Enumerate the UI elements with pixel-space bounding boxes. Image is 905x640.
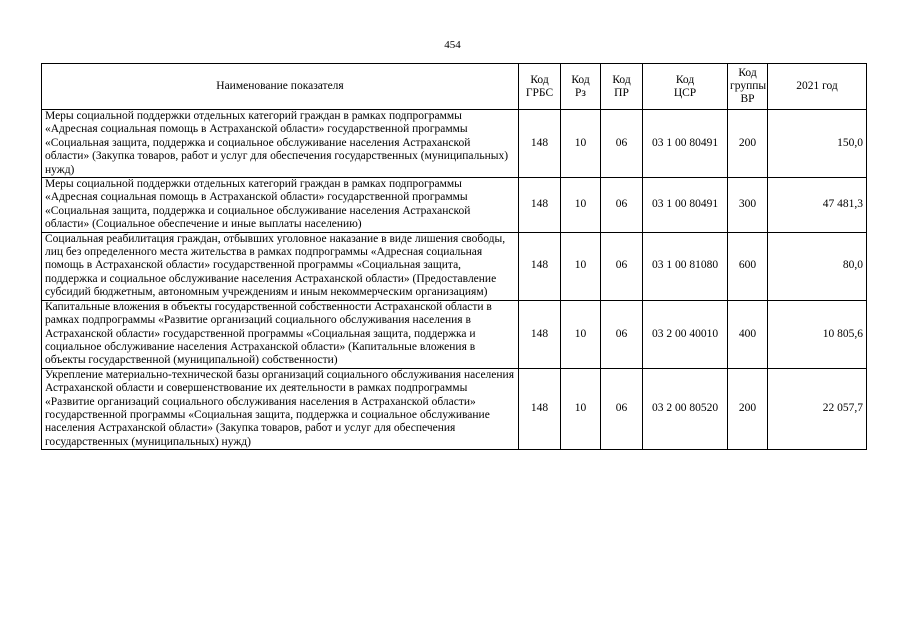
header-rz: Код Рз <box>561 64 601 110</box>
row-csr: 03 1 00 80491 <box>643 110 728 178</box>
row-pr: 06 <box>601 178 643 233</box>
row-rz: 10 <box>561 110 601 178</box>
row-vr: 600 <box>728 232 768 300</box>
table-row <box>42 110 867 178</box>
row-rz: 10 <box>561 178 601 233</box>
budget-table <box>41 63 867 450</box>
row-grbs: 148 <box>519 300 561 368</box>
row-csr: 03 1 00 81080 <box>643 232 728 300</box>
row-amount: 47 481,3 <box>768 178 867 233</box>
row-grbs: 148 <box>519 232 561 300</box>
page-number: 454 <box>444 39 461 51</box>
row-csr: 03 1 00 80491 <box>643 178 728 233</box>
header-year: 2021 год <box>768 64 867 110</box>
row-amount: 80,0 <box>768 232 867 300</box>
table-row <box>42 300 867 368</box>
row-rz: 10 <box>561 300 601 368</box>
row-name: Укрепление материально-технической базы организаций социального обслуживания населения Астраханской области и совершенствование их деятельности в рамках подпрограммы «Развитие организаций социального обслуживания населения в Астраханской области» государственной программы «Социальная защита, поддержка и социальное обслуживание населения Астраханской области» (Закупка товаров, работ и услуг для обеспечения государственных (муниципальных) нужд) <box>42 368 519 449</box>
row-pr: 06 <box>601 110 643 178</box>
header-vr: Код группы ВР <box>728 64 768 110</box>
table-row <box>42 368 867 449</box>
table-row <box>42 232 867 300</box>
header-grbs: Код ГРБС <box>519 64 561 110</box>
header-name: Наименование показателя <box>42 64 519 110</box>
row-grbs: 148 <box>519 178 561 233</box>
row-vr: 200 <box>728 110 768 178</box>
header-csr: Код ЦСР <box>643 64 728 110</box>
row-rz: 10 <box>561 232 601 300</box>
row-name: Социальная реабилитация граждан, отбывших уголовное наказание в виде лишения свободы, лиц без определенного места жительства в рамках подпрограммы «Адресная социальная помощь в Астраханской области» государственной программы «Социальная защита, поддержка и социальное обслуживание населения Астраханской области» (Предоставление субсидий бюджетным, автономным учреждениям и иным некоммерческим организациям) <box>42 232 519 300</box>
row-amount: 22 057,7 <box>768 368 867 449</box>
row-amount: 150,0 <box>768 110 867 178</box>
header-pr: Код ПР <box>601 64 643 110</box>
row-pr: 06 <box>601 300 643 368</box>
row-pr: 06 <box>601 232 643 300</box>
table-row <box>42 178 867 233</box>
row-rz: 10 <box>561 368 601 449</box>
row-grbs: 148 <box>519 110 561 178</box>
row-vr: 200 <box>728 368 768 449</box>
row-vr: 400 <box>728 300 768 368</box>
row-grbs: 148 <box>519 368 561 449</box>
row-csr: 03 2 00 40010 <box>643 300 728 368</box>
table-header-row <box>42 64 867 110</box>
row-name: Капитальные вложения в объекты государственной собственности Астраханской области в рамках подпрограммы «Развитие организаций социального обслуживания населения в Астраханской области» государственной программы «Социальная защита, поддержка и социальное обслуживание населения Астраханской области» (Капитальные вложения в объекты государственной (муниципальной) собственности) <box>42 300 519 368</box>
row-pr: 06 <box>601 368 643 449</box>
row-name: Меры социальной поддержки отдельных категорий граждан в рамках подпрограммы «Адресная социальная помощь в Астраханской области» государственной программы «Социальная защита, поддержка и социальное обслуживание населения Астраханской области» (Закупка товаров, работ и услуг для обеспечения государственных (муниципальных) нужд) <box>42 110 519 178</box>
row-name: Меры социальной поддержки отдельных категорий граждан в рамках подпрограммы «Адресная социальная помощь в Астраханской области» государственной программы «Социальная защита, поддержка и социальное обслуживание населения Астраханской области» (Социальное обеспечение и иные выплаты населению) <box>42 178 519 233</box>
row-amount: 10 805,6 <box>768 300 867 368</box>
row-vr: 300 <box>728 178 768 233</box>
row-csr: 03 2 00 80520 <box>643 368 728 449</box>
